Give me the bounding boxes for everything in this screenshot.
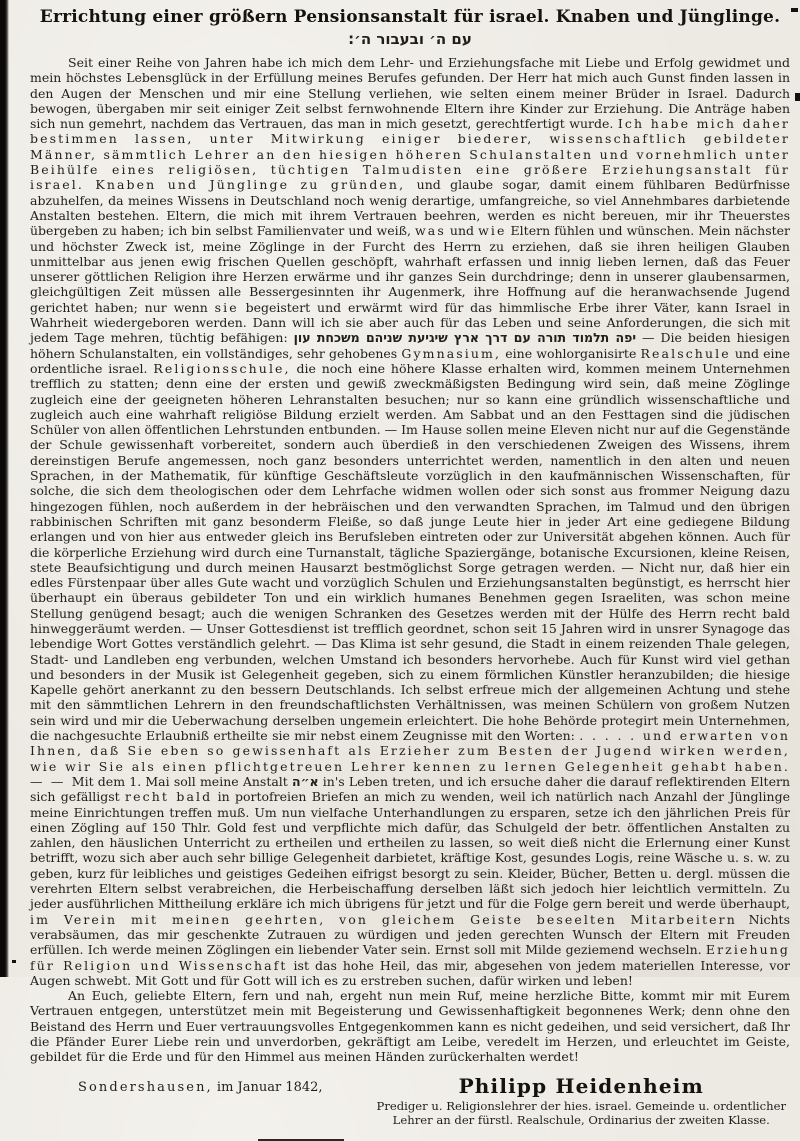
scan-artifact bbox=[12, 960, 16, 963]
hebrew-motto: עם ה׳ ובעבור ה׳: bbox=[348, 30, 472, 48]
scan-artifact bbox=[791, 8, 798, 12]
signature-role-line: Prediger u. Religionslehrer der hies. israel. Gemeinde u. ordentlicher bbox=[376, 1098, 786, 1113]
body-text: eine wohlorganisirte bbox=[501, 345, 641, 361]
emphasized-text: Ich habe mich daher bestimmen lassen, unter Mitwirkung einiger biederer, wissenschaftlich gebildeter Männer, sämmtlich Lehrer an den hiesigen höheren Schulanstalten und vornehmlich unter Beihülfe eines religiösen, tüchtigen Talmudisten eine größere Erziehungsanstalt für israel. Knaben und Jünglinge zu gründen, bbox=[30, 116, 790, 193]
hebrew-phrase: א״ה bbox=[292, 773, 319, 789]
hebrew-phrase: יפה תלמוד תורה עם דרך ארץ שיגיעת שניהם משכחת עון bbox=[293, 330, 637, 346]
emphasized-text: Realschule bbox=[640, 345, 731, 361]
body-paragraph bbox=[30, 988, 790, 1064]
dateline bbox=[30, 1080, 323, 1095]
signature-block bbox=[377, 1074, 786, 1127]
document-body bbox=[30, 55, 790, 1065]
emphasized-text: und erwarten von Ihnen, daß Sie eben so gewissenhaft als Erzieher zum Besten der Jugend wirken werden, wie wir Sie als einen pflichtgetreuen Lehrer kennen zu lernen Gelegenheit gehabt haben. — — bbox=[30, 728, 790, 789]
body-text: Seit einer Reihe von Jahren habe ich mich dem Lehr- und Erziehungsfache mit Liebe und Erfolg gewidmet und mein höchstes Lebensglück in der Erfüllung meines Berufes gefunden. Der Herr hat mich auch Gunst finden lassen in den Augen der Menschen und mir eine Stellung verliehen, wie selten einem meiner Brüder in Israel. Dadurch bewogen, übergaben mir seit einiger Zeit selbst fernwohnende Eltern ihre Kinder zur Erziehung. Die Anträge haben sich nun gemehrt, nachdem das Vertrauen, das man in mich gesetzt, gerechtfertigt wurde. bbox=[30, 55, 790, 132]
emphasized-text: Religionsschule, bbox=[153, 360, 291, 376]
body-text: in portofreien Briefen an mich zu wenden, weil ich natürlich nach Anzahl der Jünglinge meine Einrichtungen treffen muß. Um nun vielfache Unterhandlungen zu ersparen, setze ich den jährlichen Preis für einen Zögling auf 150 Thlr. Gold fest und verpflichte mich dafür, das Schulgeld der betr. öffentlichen Anstalten zu zahlen, den häuslichen Unterricht zu ertheilen und ertheilen zu lassen, so weit dieß nicht die Erlernung einer Kunst betrifft, wozu sich aber auch sehr billige Gelegenheit darbietet, kräftige Kost, gesundes Logis, reine Wäsche u. s. w. zu geben, kurz für leibliches und geistiges Gedeihen eifrigst besorgt zu sein. Kleider, Bücher, Betten u. dergl. müssen die verehrten Eltern selbst verabreichen, die Herbeischaffung derselben läßt sich jedoch hier leichtlich vermitteln. Zu jeder ausführlichen Mittheilung erkläre ich mich übrigens für jetzt und für die Folge gern bereit und werde überhaupt, bbox=[30, 789, 791, 912]
emphasized-text: sie bbox=[214, 299, 239, 315]
body-text: Eltern fühlen und wünschen. Mein nächster und höchster Zweck ist, meine Zöglinge in der Furcht des Herrn zu erziehen, daß sie ihren heiligen Glauben unmittelbar aus jenen ewig frischen Quellen geschöpft, wahrhaft erfassen und innig lieben lernen, daß das Feuer unserer göttlichen Religion ihre Herzen erwärme und ihr ganzes Sein durchdringe; denn in unserer glaubensarmen, gleichgültigen Zeit müssen alle Bessergesinnten ihr Augenmerk, ihre Hoffnung auf die heranwachsende Jugend gerichtet haben; nur wenn bbox=[30, 223, 791, 315]
document-title: Errichtung einer größern Pensionsanstalt für israel. Knaben und Jünglinge. bbox=[39, 7, 781, 27]
body-text: und glaube sogar, damit einem fühlbaren Bedürfnisse abzuhelfen, da meines Wissens in Deutschland noch wenig derartige, umfangreiche, so viel Annehmbares darbietende Anstalten bestehen. Eltern, die mich mit ihrem Vertrauen beehren, werden es nicht bereuen, mir ihr Theuerstes übergeben zu haben; ich bin selbst Familienvater und weiß, bbox=[30, 177, 790, 239]
body-text: begeistert und erwärmt wird für das himmlische Erbe ihrer Väter, kann Israel in Wahrheit wiedergeboren werden. Dann will ich sie aber auch für das Leben und seine Anforderungen, die sich mit jedem Tage mehren, tüchtig befähigen: bbox=[30, 299, 790, 346]
emphasized-text: Gymnasium, bbox=[401, 345, 502, 361]
body-text: und bbox=[445, 223, 479, 239]
emphasized-text: was bbox=[414, 223, 446, 239]
body-text: An Euch, geliebte Eltern, fern und nah, ergeht nun mein Ruf, meine herzliche Bitte, kommt mir mit Eurem Vertrauen entgegen, unterstützet mein mit Begeisterung und Gewissenhaftigkeit begonnenes Werk; denn ohne den Beistand des Herrn und Euer vertrauungsvolles Entgegenkommen kann es nicht gedeihen, und seid versichert, daß Ihr die Pfänder Eurer Liebe rein und unverdorben, gekräftigt am Leibe, veredelt im Herzen, und erleuchtet im Geiste, gebildet für die Erde und für den Himmel aus meinen Händen zurückerhalten werdet! bbox=[30, 988, 790, 1065]
emphasized-text: recht bald bbox=[125, 789, 213, 805]
document-footer bbox=[30, 1074, 790, 1127]
emphasized-text: Erziehung für Religion und Wissenschaft bbox=[30, 942, 790, 973]
signature-name: Philipp Heidenheim bbox=[458, 1073, 704, 1098]
body-text: ist das hohe Heil, das mir, abgesehen von jedem materiellen Interesse, vor Augen schwebt. Mit Gott und für Gott will ich es zu erstreben suchen, dafür wirken und leben! bbox=[30, 957, 790, 988]
signature-role-line: Lehrer an der fürstl. Realschule, Ordinarius der zweiten Klasse. bbox=[392, 1112, 770, 1127]
emphasized-text: im Verein mit meinen geehrten, von gleichem Geiste beseelten Mitarbeitern bbox=[30, 911, 737, 927]
body-text: — Die beiden hiesigen höhern Schulanstalten, ein vollständiges, sehr gehobenes bbox=[30, 330, 790, 361]
dateline-place: Sondershausen, bbox=[78, 1079, 213, 1095]
book-binding-shadow bbox=[0, 0, 9, 977]
emphasized-text: wie bbox=[478, 223, 507, 239]
body-text: die noch eine höhere Klasse erhalten wird, kommen meinem Unternehmen trefflich zu statten; denn eine der ersten und gewiß zweckmäßigsten Bedingung wird sein, daß meine Zöglinge zugleich eine der geeigneten höheren Lehranstalten besuchen; nur so kann eine gründlich wissenschaftliche und zugleich auch eine wahrhaft religiöse Bildung erzielt werden. Am Sabbat und an den Festtagen sind die jüdischen Schüler von allen öffentlichen Lehrstunden entbunden. — Im Hause sollen meine Eleven nicht nur auf die Gegenstände der Schule gewissenhaft vorbereitet, sondern auch überdieß in den verschiedenen Zweigen des Wissens, ihrem dereinstigen Berufe angemessen, noch ganz besonders unterrichtet werden, namentlich in den alten und neuen Sprachen, in der Mathematik, für künftige Geschäftsleute vorzüglich in den kaufmännischen Wissenschaften, für solche, die sich dem theologischen oder dem Lehrfache widmen wollen oder sich sonst aus frommer Neigung dazu hingezogen fühlen, noch außerdem in der hebräischen und den verwandten Sprachen, im Talmud und den übrigen rabbinischen Schriften mit ganz besonderm Fleiße, so daß junge Leute hier in jeder Art eine gediegene Bildung erlangen und von hier aus entweder gleich ins Berufsleben eintreten oder zur Universität abgehen können. Auch für die körperliche Erziehung wird durch eine Turnanstalt, tägliche Spaziergänge, botanische Excursionen, kleine Reisen, stete Beaufsichtigung und durch meinen Hausarzt bestmöglichst Sorge getragen werden. — Nicht nur, daß hier ein edles Fürstenpaar über alles Gute wacht und vorzüglich Schulen und Erziehungsanstalten begünstigt, es herrscht hier überhaupt ein überaus gebildeter Ton und ein wirklich humanes Benehmen gegen Israeliten, was schon meine Stellung genügend besagt; auch die wenigen Schranken des Gesetzes werden mit der Hülfe des Herrn recht bald hinweggeräumt werden. — Unser Gottesdienst ist trefflich geordnet, schon seit 15 Jahren wird in unsrer Synagoge das lebendige Wort Gottes verständlich gelehrt. — Das Klima ist sehr gesund, die Stadt in einem reizenden Thale gelegen, Stadt- und Landleben eng verbunden, welchen Umstand ich besonders hervorhebe. Auch für Kunst wird viel gethan und besonders in der Musik ist Gelegenheit gegeben, sich zu einem förmlichen Künstler heranzubilden; die hiesige Kapelle gehört anerkannt zu den bessern Deutschlands. Ich selbst erfreue mich der allgemeinen Achtung und stehe mit den sämmtlichen Lehrern in den freundschaftlichsten Verhältnissen, was meinen Schülern von großem Nutzen sein wird und mir die Ueberwachung derselben ungemein erleichtert. Die hohe Behörde protegirt mein Unternehmen, die nachgesuchte Erlaubniß ertheilte sie mir nebst einem Zeugnisse mit den Worten: . . . . . bbox=[30, 360, 791, 744]
body-text: Mit dem 1. Mai soll meine Anstalt bbox=[71, 773, 293, 789]
dateline-date: im Januar 1842, bbox=[212, 1079, 323, 1095]
body-text: und eine ordentliche israel. bbox=[30, 345, 790, 376]
body-paragraph bbox=[30, 55, 790, 988]
scan-artifact bbox=[795, 93, 800, 101]
body-text: in's Leben treten, und ich ersuche daher die darauf reflektirenden Eltern sich gefälligst bbox=[30, 773, 790, 805]
body-text: Nichts verabsäumen, das mir geschenkte Zutrauen zu würdigen und jeden gerechten Wunsch der Eltern mit Freuden erfüllen. Ich werde meinen Zöglingen ein liebender Vater sein. Ernst soll mit Milde geziemend wechseln. bbox=[30, 911, 790, 958]
